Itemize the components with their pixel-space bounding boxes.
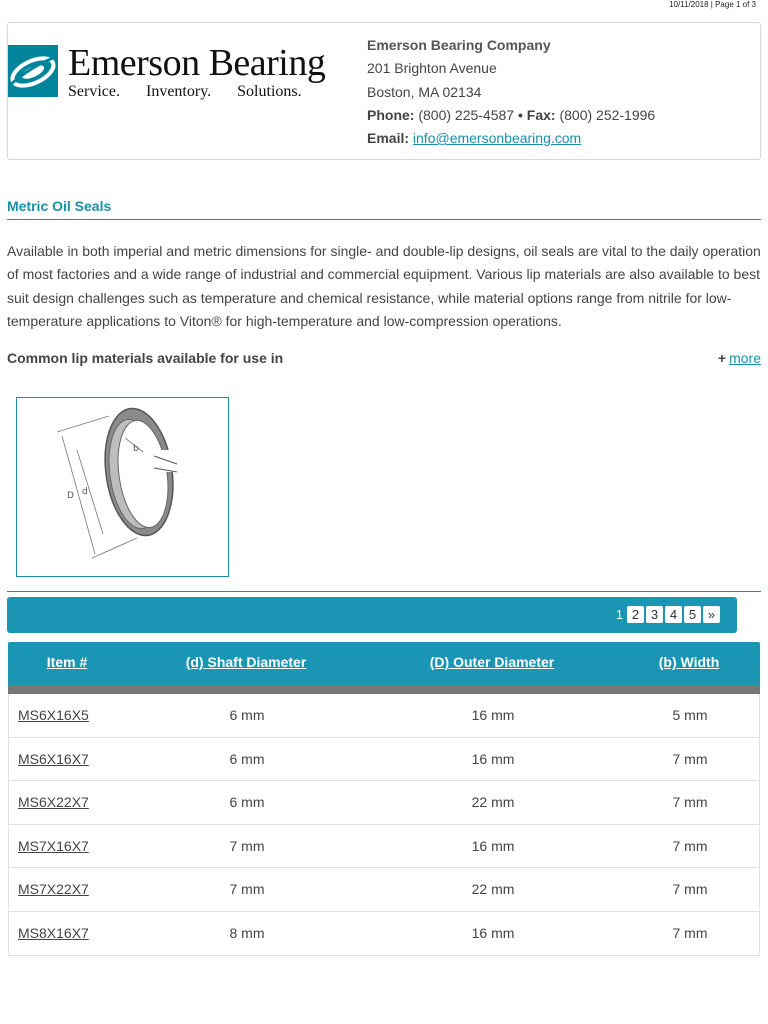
table-header: [8, 642, 760, 686]
page-2-button[interactable]: 2: [627, 606, 644, 623]
shaft-diameter-cell: 6 mm: [229, 750, 265, 767]
email-label: Email:: [367, 130, 410, 147]
item-link[interactable]: MS8X16X7: [18, 924, 89, 941]
table-header-shadow: [8, 686, 760, 694]
diagram-label-d: d: [82, 487, 88, 497]
pagination: [616, 606, 720, 623]
more-link[interactable]: more: [729, 350, 761, 366]
email-link[interactable]: info@emersonbearing.com: [412, 130, 582, 147]
email-line: [367, 127, 655, 150]
shaft-diameter-cell: 7 mm: [229, 881, 265, 898]
outer-diameter-cell: 22 mm: [471, 794, 515, 811]
item-link[interactable]: MS7X22X7: [18, 881, 89, 898]
oil-seal-image[interactable]: [16, 397, 229, 577]
diagram-label-D: D: [67, 491, 74, 501]
contact-info: [367, 34, 655, 150]
pagination-bar: [7, 597, 737, 633]
shaft-diameter-cell: 6 mm: [229, 707, 265, 723]
column-header-shaft-diameter[interactable]: (d) Shaft Diameter: [185, 654, 307, 670]
outer-diameter-cell: 16 mm: [471, 837, 515, 854]
item-link[interactable]: MS6X16X7: [18, 750, 89, 767]
width-cell: 5 mm: [672, 707, 708, 723]
width-cell: 7 mm: [672, 924, 708, 941]
logo-tagline: [68, 83, 328, 101]
item-link[interactable]: MS6X22X7: [18, 794, 89, 811]
width-cell: 7 mm: [672, 881, 708, 898]
outer-diameter-cell: 16 mm: [471, 924, 515, 941]
outer-diameter-cell: 16 mm: [471, 750, 515, 767]
lip-materials-row: [7, 350, 761, 372]
logo-swoosh-icon: [8, 45, 58, 97]
outer-diameter-cell: 16 mm: [471, 707, 515, 723]
item-link[interactable]: MS7X16X7: [18, 837, 89, 854]
table-row: [8, 694, 760, 738]
address-line-2: Boston, MA 02134: [367, 83, 482, 100]
table-body: [8, 694, 760, 956]
separator-bullet: •: [517, 106, 523, 123]
page-4-button[interactable]: 4: [665, 606, 682, 623]
table-row: [8, 825, 760, 869]
column-header-item[interactable]: Item #: [46, 654, 88, 670]
shaft-diameter-cell: 7 mm: [229, 837, 265, 854]
divider-line: [7, 591, 761, 592]
page-5-button[interactable]: 5: [684, 606, 701, 623]
table-row: [8, 738, 760, 782]
company-logo[interactable]: [8, 43, 348, 123]
table-row: [8, 912, 760, 956]
print-header: 10/11/2018 | Page 1 of 3: [669, 0, 756, 9]
header-card: [7, 22, 761, 160]
item-link[interactable]: MS6X16X5: [18, 707, 89, 723]
diagram-label-b: b: [133, 444, 139, 454]
address-line-1: 201 Brighton Avenue: [367, 60, 497, 77]
width-cell: 7 mm: [672, 750, 708, 767]
lip-materials-label: Common lip materials available for use in: [7, 350, 284, 366]
column-header-width[interactable]: (b) Width: [658, 654, 720, 670]
page-current: 1: [615, 607, 623, 622]
plus-icon: +: [717, 350, 727, 366]
tagline-inventory: Inventory.: [145, 83, 212, 100]
page-3-button[interactable]: 3: [646, 606, 663, 623]
shaft-diameter-cell: 8 mm: [229, 924, 265, 941]
intro-paragraph: Available in both imperial and metric dimensions for single- and double-lip designs, oil seals are vital to the daily operation of most factories and a wide range of industrial and commercial equipment. Various lip materials are also available to best suit design challenges such as temperature and chemical resistance, while material options range from nitrile for low-temperature applications to Viton® for high-temperature and low-compression operations.: [7, 243, 761, 329]
phone-number: (800) 225-4587: [418, 106, 515, 123]
width-cell: 7 mm: [672, 794, 708, 811]
table-row: [8, 868, 760, 912]
more-toggle[interactable]: [718, 350, 761, 366]
table-row: [8, 781, 760, 825]
logo-name: Emerson Bearing: [68, 42, 326, 84]
shaft-diameter-cell: 6 mm: [229, 794, 265, 811]
tagline-solutions: Solutions.: [237, 83, 302, 100]
company-name: Emerson Bearing Company: [367, 37, 551, 53]
phone-fax-line: [367, 104, 655, 127]
width-cell: 7 mm: [672, 837, 708, 854]
phone-label: Phone:: [367, 106, 415, 123]
oil-seal-diagram: [17, 398, 228, 576]
next-page-button[interactable]: »: [703, 606, 720, 623]
tagline-service: Service.: [68, 83, 120, 100]
outer-diameter-cell: 22 mm: [471, 881, 515, 898]
column-header-outer-diameter[interactable]: (D) Outer Diameter: [429, 654, 555, 670]
fax-label: Fax:: [526, 106, 556, 123]
section-title: Metric Oil Seals: [7, 198, 761, 220]
fax-number: (800) 252-1996: [559, 106, 656, 123]
